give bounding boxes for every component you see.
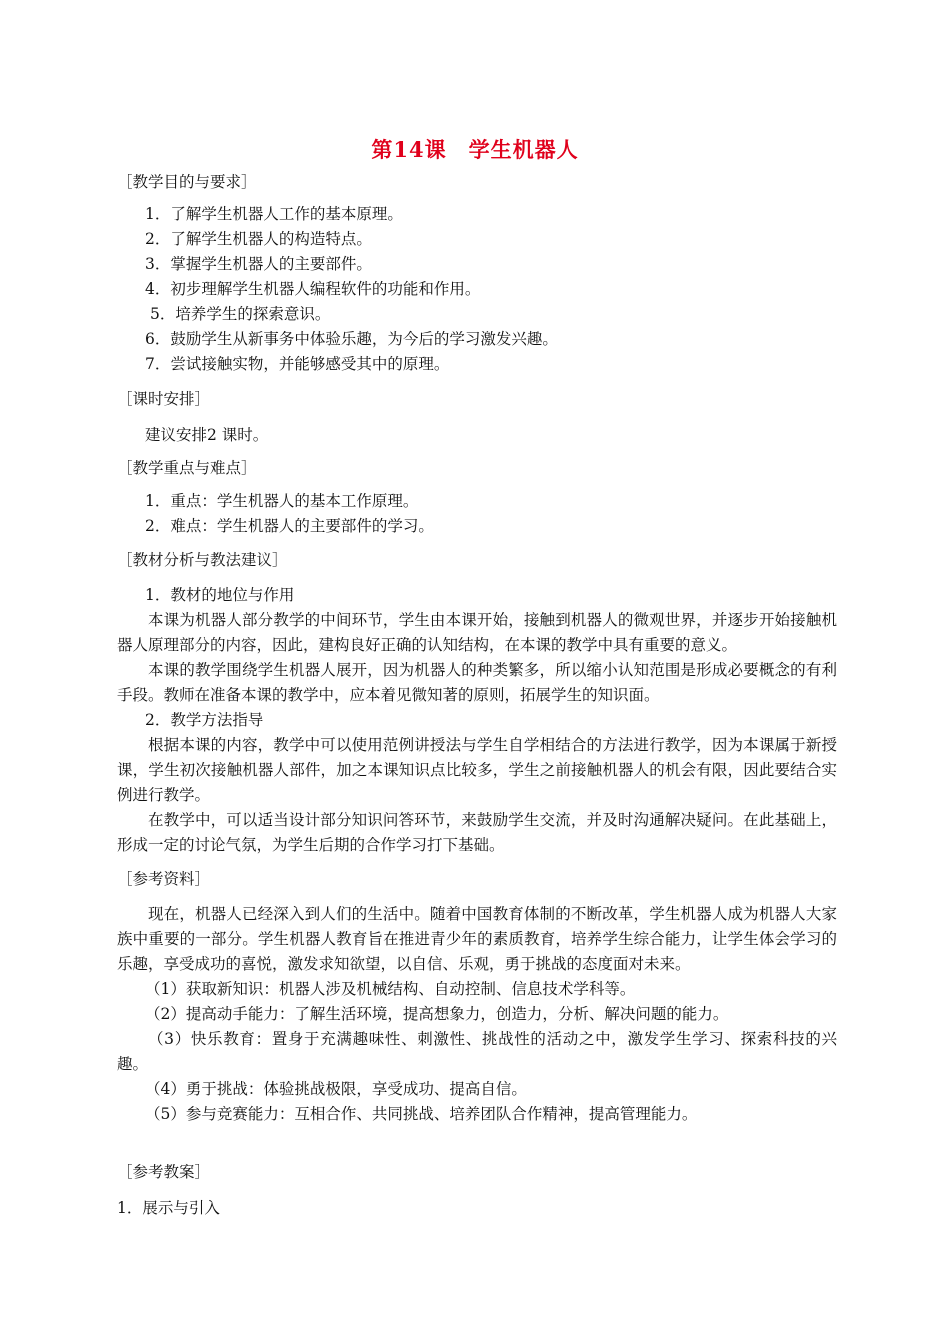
reference-item: （4）勇于挑战：体验挑战极限，享受成功、提高自信。 bbox=[145, 1080, 527, 1098]
analysis-paragraph: 本课为机器人部分教学的中间环节，学生由本课开始，接触到机器人的微观世界，并逐步开始接触机器人原理部分的内容，因此，建构良好正确的认知结构，在本课的教学中具有重要的意义。 bbox=[117, 611, 837, 654]
analysis-subheading: 1．教材的地位与作用 bbox=[145, 586, 295, 604]
goal-item: 2．了解学生机器人的构造特点。 bbox=[145, 230, 372, 248]
keypoint-item: 2．难点：学生机器人的主要部件的学习。 bbox=[145, 517, 434, 535]
goal-item: 5．培养学生的探索意识。 bbox=[150, 305, 331, 323]
reference-heading: ［参考资料］ bbox=[117, 870, 211, 888]
goal-item: 3．掌握学生机器人的主要部件。 bbox=[145, 255, 372, 273]
goal-item: 6．鼓励学生从新事务中体验乐趣，为今后的学习激发兴趣。 bbox=[145, 330, 558, 348]
reference-item: （5）参与竞赛能力：互相合作、共同挑战、培养团队合作精神，提高管理能力。 bbox=[145, 1105, 698, 1123]
plan-item: 1．展示与引入 bbox=[117, 1199, 220, 1217]
keypoint-item: 1．重点：学生机器人的基本工作原理。 bbox=[145, 492, 419, 510]
analysis-paragraph: 在教学中，可以适当设计部分知识问答环节，来鼓励学生交流，并及时沟通解决疑问。在此基础上，形成一定的讨论气氛，为学生后期的合作学习打下基础。 bbox=[117, 811, 837, 854]
reference-item: （2）提高动手能力：了解生活环境，提高想象力，创造力，分析、解决问题的能力。 bbox=[145, 1005, 729, 1023]
schedule-text: 建议安排2 课时。 bbox=[145, 426, 269, 444]
goal-item: 1．了解学生机器人工作的基本原理。 bbox=[145, 205, 403, 223]
plan-heading: ［参考教案］ bbox=[117, 1163, 211, 1181]
keypoints-heading: ［教学重点与难点］ bbox=[117, 459, 257, 477]
analysis-heading: ［教材分析与教法建议］ bbox=[117, 551, 288, 569]
analysis-paragraph: 根据本课的内容，教学中可以使用范例讲授法与学生自学相结合的方法进行教学，因为本课属于新授课，学生初次接触机器人部件，加之本课知识点比较多，学生之前接触机器人的机会有限，因此要结合实例进行教学。 bbox=[117, 736, 837, 804]
reference-paragraph: 现在，机器人已经深入到人们的生活中。随着中国教育体制的不断改革，学生机器人成为机器人大家族中重要的一部分。学生机器人教育旨在推进青少年的素质教育，培养学生综合能力，让学生体会学习的乐趣，享受成功的喜悦，激发求知欲望，以自信、乐观，勇于挑战的态度面对未来。 bbox=[117, 905, 837, 973]
goal-item: 7．尝试接触实物，并能够感受其中的原理。 bbox=[145, 355, 450, 373]
analysis-subheading: 2．教学方法指导 bbox=[145, 711, 264, 729]
goal-item: 4．初步理解学生机器人编程软件的功能和作用。 bbox=[145, 280, 481, 298]
reference-item: （1）获取新知识：机器人涉及机械结构、自动控制、信息技术学科等。 bbox=[145, 980, 636, 998]
lesson-title: 第14课 学生机器人 bbox=[371, 137, 579, 162]
schedule-heading: ［课时安排］ bbox=[117, 390, 211, 408]
analysis-paragraph: 本课的教学围绕学生机器人展开，因为机器人的种类繁多，所以缩小认知范围是形成必要概念的有利手段。教师在准备本课的教学中，应本着见微知著的原则，拓展学生的知识面。 bbox=[117, 661, 837, 704]
reference-item: （3）快乐教育：置身于充满趣味性、刺激性、挑战性的活动之中，激发学生学习、探索科技的兴趣。 bbox=[117, 1030, 837, 1073]
goals-heading: ［教学目的与要求］ bbox=[117, 173, 257, 191]
